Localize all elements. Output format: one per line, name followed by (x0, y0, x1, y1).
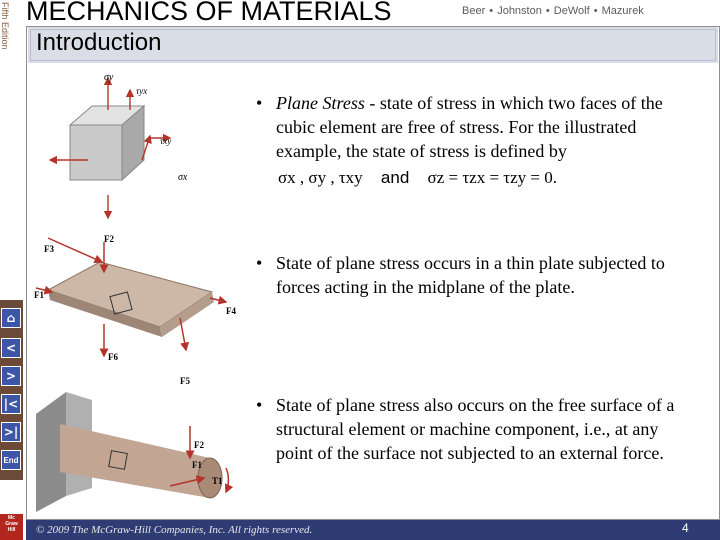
equation-right: σz = τzx = τzy = 0. (427, 168, 558, 187)
plate-label-f1: F1 (34, 290, 44, 300)
cube-label-sigma-x: σx (178, 172, 188, 183)
bullet-dot: • (256, 395, 263, 415)
shaft-label-f2: F2 (194, 440, 204, 450)
bullet-plane-stress (256, 91, 696, 163)
page-number: 4 (682, 521, 689, 535)
stress-equation (278, 168, 557, 188)
copyright-text: © 2009 The McGraw-Hill Companies, Inc. All rights reserved. (36, 524, 313, 536)
bullet-thin-plate (256, 251, 696, 299)
bullet-dot: • (256, 253, 263, 273)
equation-left: σx , σy , τxy (278, 168, 363, 187)
shaft-label-t1: T1 (212, 476, 223, 486)
cube-label-tau-yx: τyx (136, 86, 148, 96)
plate-label-f4: F4 (226, 306, 236, 316)
previous-slide-icon[interactable]: < (1, 338, 21, 358)
last-slide-icon[interactable]: >| (1, 422, 21, 442)
end-button[interactable]: End (1, 450, 21, 470)
plate-label-f2: F2 (104, 234, 114, 244)
publisher-logo: Mc Graw Hill (0, 514, 23, 540)
shaft-label-f1: F1 (192, 460, 202, 470)
edition-text: Fifth Edition (0, 2, 10, 50)
stress-cube-figure (30, 70, 240, 220)
thin-plate-text: State of plane stress occurs in a thin plate subjected to forces acting in the midplane of the plate. (276, 253, 665, 297)
plate-label-f3: F3 (44, 244, 54, 254)
equation-and: and (380, 168, 410, 187)
plate-label-f5: F5 (180, 376, 190, 386)
cube-label-sigma-y: σy (104, 72, 114, 83)
left-sidebar (0, 0, 23, 540)
authors-line: Beer • Johnston • DeWolf • Mazurek (462, 5, 644, 17)
cube-label-tau-xy: τxy (160, 136, 172, 146)
plane-stress-term: Plane Stress (276, 93, 365, 113)
plane-stress-definition: - state of stress in which two faces of the cubic element are free of stress. For the illustrated example, the state of stress is defined by (276, 93, 663, 161)
thin-plate-figure (30, 232, 240, 387)
home-icon[interactable]: ⌂ (1, 308, 21, 328)
next-slide-icon[interactable]: > (1, 366, 21, 386)
navigation-bar (0, 300, 23, 480)
section-title: Introduction (36, 29, 162, 56)
bullet-dot: • (256, 93, 263, 113)
edition-label (0, 0, 23, 50)
shaft-figure (30, 386, 240, 514)
plate-label-f6: F6 (108, 352, 118, 362)
bullet-free-surface (256, 393, 696, 465)
first-slide-icon[interactable]: |< (1, 394, 21, 414)
free-surface-text: State of plane stress also occurs on the free surface of a structural element or machine component, i.e., at any point of the surface not subjected to an external force. (276, 395, 675, 463)
course-title: MECHANICS OF MATERIALS (26, 0, 392, 26)
